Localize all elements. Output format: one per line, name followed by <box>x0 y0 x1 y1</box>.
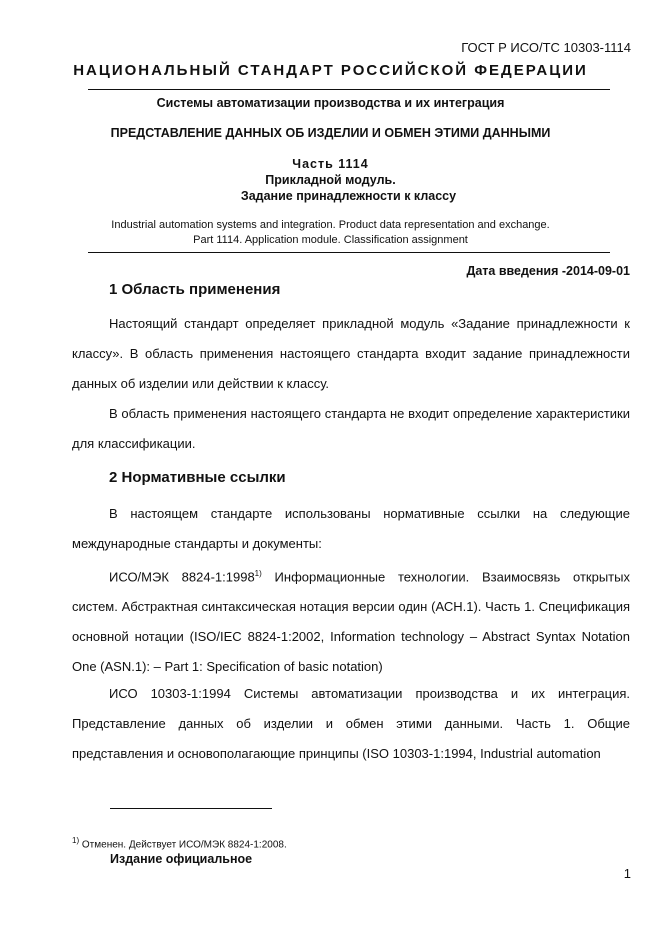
title-divider <box>88 252 610 253</box>
reference-code: ИСО/МЭК 8824-1:1998 <box>109 569 255 585</box>
introduction-date: Дата введения -2014-09-01 <box>466 264 630 278</box>
applied-module-title: Прикладной модуль. <box>265 173 396 187</box>
footnote-divider <box>110 808 272 809</box>
national-standard-title: НАЦИОНАЛЬНЫЙ СТАНДАРТ РОССИЙСКОЙ ФЕДЕРАЦИИ <box>73 62 588 79</box>
reference-iso-10303-1: ИСО 10303-1:1994 Системы автоматизации производства и их интеграция. Представление данных об изделии и обмен этими данными. Часть 1. Общие представления и основополагающие принципы (ISO 10303-1:1994, Industrial automation <box>72 686 630 761</box>
footnote-mark: 1) <box>72 836 80 845</box>
official-edition: Издание официальное <box>110 852 253 866</box>
section1-heading: 1 Область применения <box>109 281 281 298</box>
representation-title: ПРЕДСТАВЛЕНИЕ ДАННЫХ ОБ ИЗДЕЛИИ И ОБМЕН ЭТИМИ ДАННЫМИ <box>110 126 551 140</box>
part-title: Часть 1114 <box>292 157 369 171</box>
section1-paragraph1: Настоящий стандарт определяет прикладной модуль «Задание принадлежности к классу». В область применения настоящего стандарта входит задание принадлежности данных об изделии или действии к классу. <box>72 316 630 391</box>
systems-title: Системы автоматизации производства и их интеграция <box>156 96 505 110</box>
reference-text: Информационные технологии. Взаимосвязь открытых систем. Абстрактная синтаксическая нотация версии один (АСН.1). Часть 1. Спецификация основной нотации (ISO/IEC 8824-1:2002, Information technology – Abstract Syntax Notation One (ASN.1): – Part 1: Specification of basic notation) <box>72 569 630 675</box>
section2-paragraph1: В настоящем стандарте использованы нормативные ссылки на следующие международные стандарты и документы: <box>72 506 630 551</box>
english-title-line1: Industrial automation systems and integration. Product data representation and exchange. <box>111 219 550 231</box>
footnote-text: Отменен. Действует ИСО/МЭК 8824-1:2008. <box>79 839 287 851</box>
page-number: 1 <box>623 866 631 881</box>
reference-iso-8824 <box>72 559 630 682</box>
english-title-line2: Part 1114. Application module. Classification assignment <box>193 234 468 246</box>
section1-paragraph2: В область применения настоящего стандарта не входит определение характеристики для классификации. <box>72 406 630 451</box>
section2-heading: 2 Нормативные ссылки <box>109 469 286 486</box>
assignment-title: Задание принадлежности к классу <box>240 189 457 203</box>
document-code: ГОСТ Р ИСО/ТС 10303-1114 <box>461 40 631 55</box>
header-divider <box>88 89 610 90</box>
footnote <box>72 836 287 850</box>
footnote-ref: 1) <box>254 569 262 578</box>
